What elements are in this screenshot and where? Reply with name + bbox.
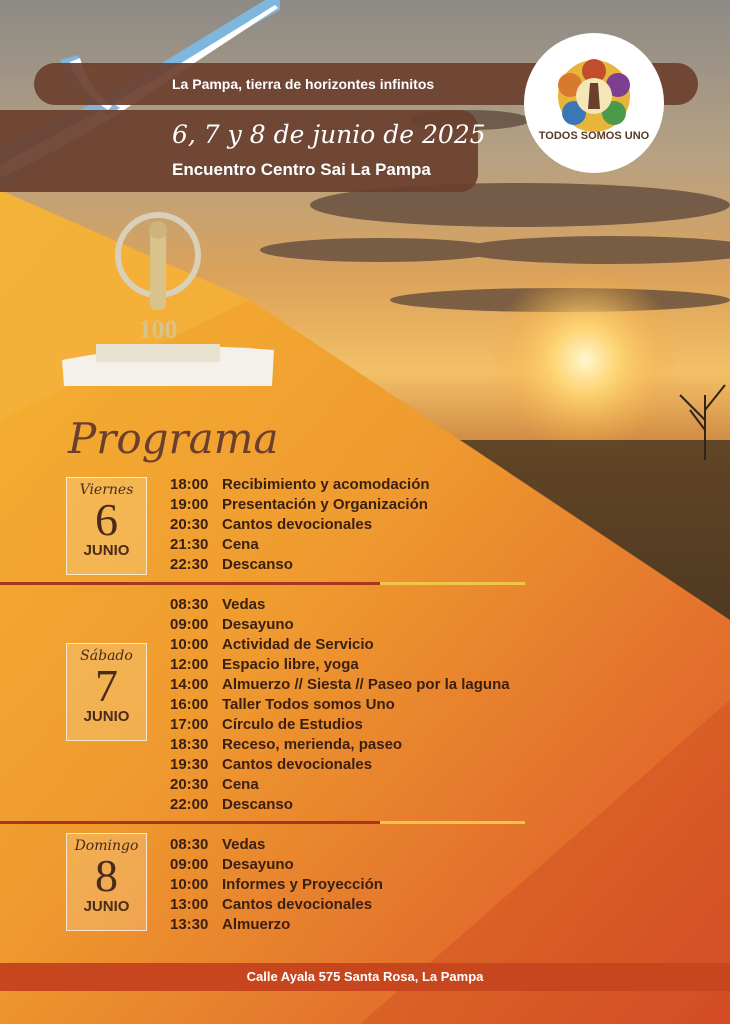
program-heading: Programa [68,414,279,463]
activity: Cena [222,776,259,793]
time: 13:00 [170,896,209,913]
activity: Recibimiento y acomodación [222,476,430,493]
schedule-row [170,475,430,495]
activity: Vedas [222,596,266,613]
activity: Círculo de Estudios [222,716,363,733]
schedule-domingo [170,835,383,935]
activity: Descanso [222,796,293,813]
time: 13:30 [170,916,209,933]
time: 14:00 [170,676,209,693]
schedule-row [170,675,510,695]
schedule-row [170,595,510,615]
schedule-row [170,635,510,655]
day-number: 7 [95,660,118,711]
activity: Descanso [222,556,293,573]
schedule-viernes [170,475,430,575]
section-divider [0,582,525,585]
activity: Presentación y Organización [222,496,428,513]
time: 10:00 [170,636,209,653]
day-box-viernes [66,477,147,575]
event-name: Encuentro Centro Sai La Pampa [172,160,431,179]
todos-somos-uno-logo [524,33,664,173]
schedule-sabado [170,595,510,815]
activity: Cantos devocionales [222,756,373,773]
event-dates: 6, 7 y 8 de junio de 2025 [172,120,486,149]
day-month: JUNIO [83,708,130,725]
activity: Taller Todos somos Uno [222,696,395,713]
activity: Cantos devocionales [222,516,373,533]
time: 08:30 [170,596,209,613]
time: 12:00 [170,656,209,673]
day-number: 6 [95,494,118,545]
schedule-row [170,855,383,875]
day-name: Sábado [80,648,133,664]
activity: Cena [222,536,259,553]
activity: Actividad de Servicio [222,636,374,653]
schedule-row [170,755,510,775]
activity: Informes y Proyección [222,876,383,893]
schedule-row [170,495,430,515]
activity: Almuerzo [222,916,291,933]
schedule-row [170,835,383,855]
time: 20:30 [170,516,209,533]
activity: Vedas [222,836,266,853]
sarva-dharma-icon [524,33,664,173]
schedule-row [170,775,510,795]
time: 09:00 [170,616,209,633]
schedule-row [170,915,383,935]
time: 17:00 [170,716,209,733]
day-name: Domingo [74,838,139,854]
time: 09:00 [170,856,209,873]
time: 19:30 [170,756,209,773]
schedule-row [170,535,430,555]
centenary-emblem [62,210,274,386]
day-number: 8 [95,850,118,901]
time: 18:00 [170,476,209,493]
schedule-row [170,875,383,895]
time: 16:00 [170,696,209,713]
logo-label: TODOS SOMOS UNO [538,130,650,142]
day-box-domingo [66,833,147,931]
venue-address: Calle Ayala 575 Santa Rosa, La Pampa [246,969,484,984]
schedule-row [170,695,510,715]
svg-text:100: 100 [138,315,178,344]
time: 10:00 [170,876,209,893]
schedule-row [170,615,510,635]
schedule-row [170,715,510,735]
time: 22:00 [170,796,209,813]
time: 19:00 [170,496,209,513]
day-name: Viernes [79,482,134,498]
day-box-sabado [66,643,147,741]
day-month: JUNIO [83,898,130,915]
time: 18:30 [170,736,209,753]
tagline: La Pampa, tierra de horizontes infinitos [172,76,435,92]
time: 21:30 [170,536,209,553]
time: 22:30 [170,556,209,573]
schedule-row [170,555,430,575]
activity: Desayuno [222,616,294,633]
schedule-row [170,895,383,915]
day-month: JUNIO [83,542,130,559]
schedule-row [170,655,510,675]
schedule-row [170,735,510,755]
section-divider [0,821,525,824]
activity: Cantos devocionales [222,896,373,913]
activity: Desayuno [222,856,294,873]
activity: Almuerzo // Siesta // Paseo por la laguna [222,676,510,693]
activity: Espacio libre, yoga [222,656,359,673]
activity: Receso, merienda, paseo [222,736,403,753]
time: 08:30 [170,836,209,853]
schedule-row [170,795,510,815]
time: 20:30 [170,776,209,793]
schedule-row [170,515,430,535]
